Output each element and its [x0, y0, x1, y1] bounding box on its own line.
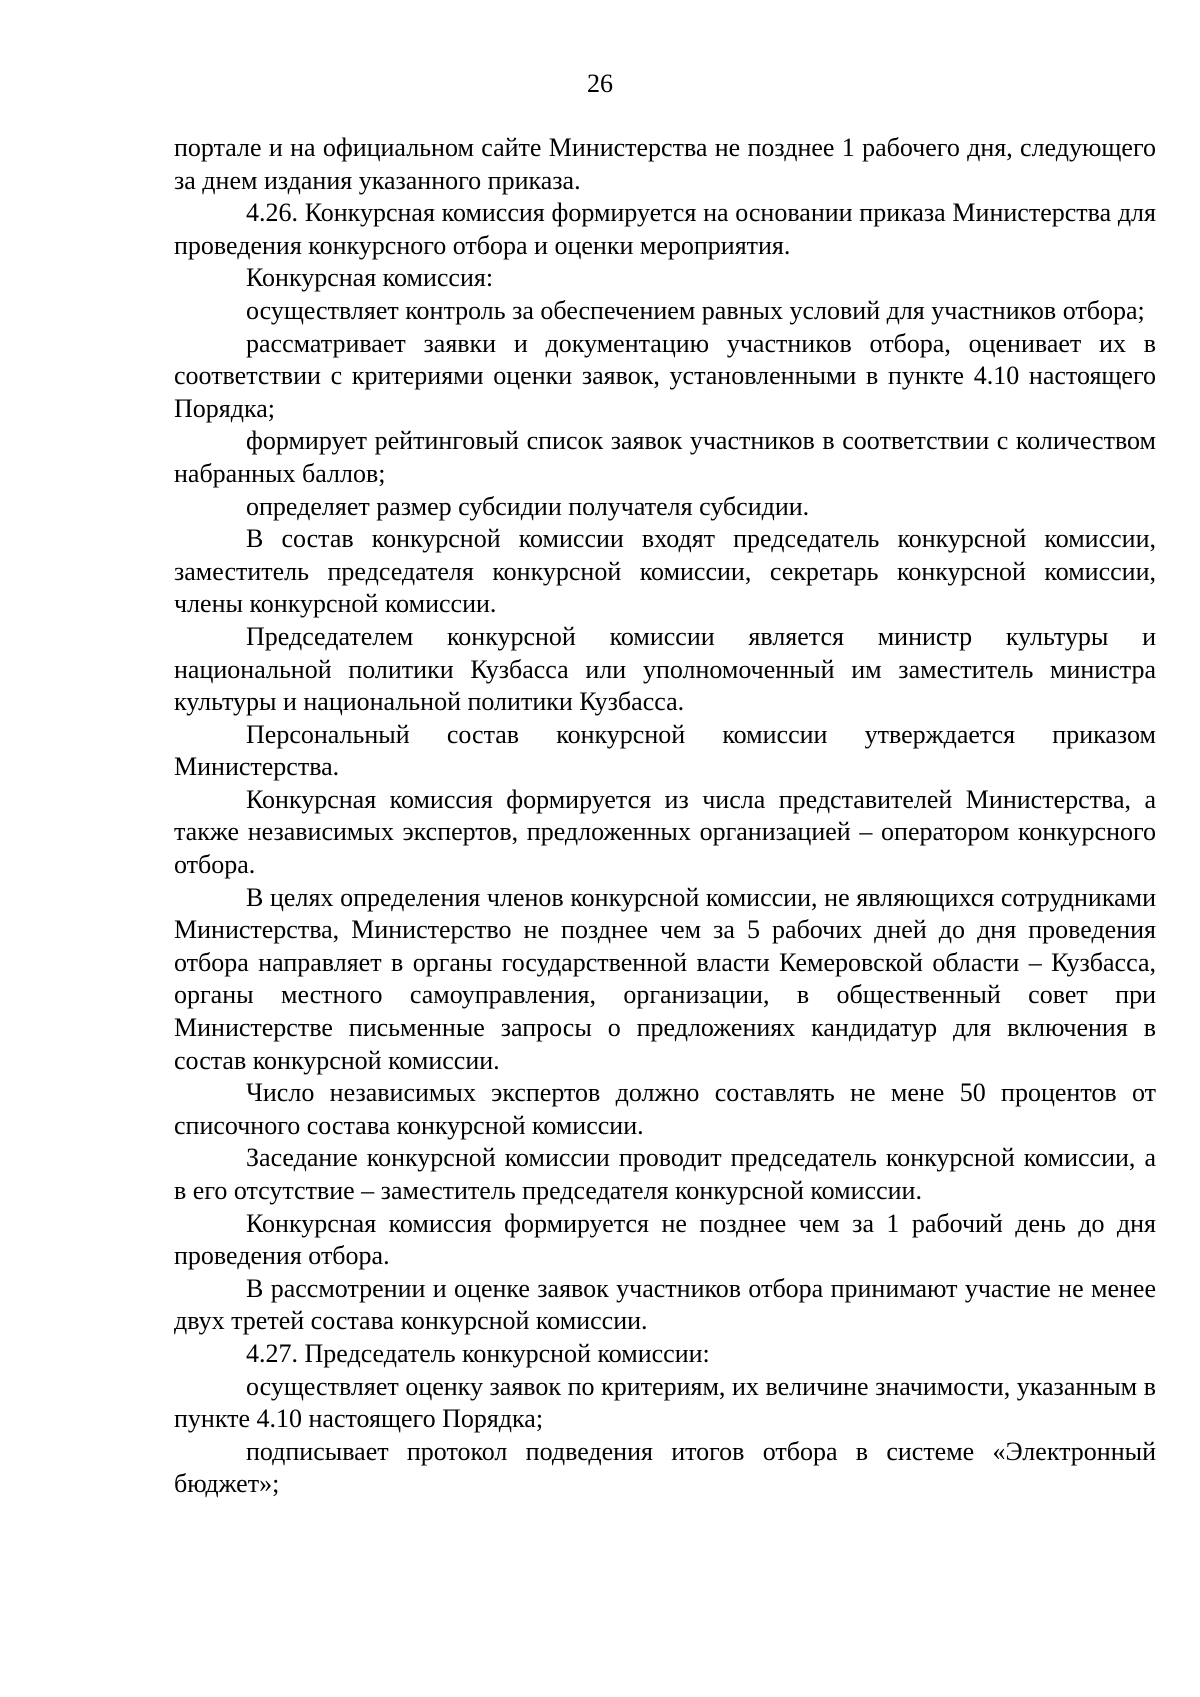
paragraph: 4.26. Конкурсная комиссия формируется на основании приказа Министерства для проведения конкурсного отбора и оценки мероприятия. [174, 198, 1156, 260]
paragraph: осуществляет оценку заявок по критериям, их величине значимости, указанным в пункте 4.10 настоящего Порядка; [174, 1371, 1156, 1434]
paragraph: портале и на официальном сайте Министерства не позднее 1 рабочего дня, следующего за днем издания указанного приказа. [174, 133, 1156, 195]
paragraph: Заседание конкурсной комиссии проводит председатель конкурсной комиссии, а в его отсутствие – заместитель председателя конкурсной комиссии. [174, 1143, 1156, 1205]
paragraph: определяет размер субсидии получателя субсидии. [246, 491, 810, 521]
paragraph: Конкурсная комиссия формируется не позднее чем за 1 рабочий день до дня проведения отбора. [174, 1208, 1156, 1271]
paragraph: 4.27. Председатель конкурсной комиссии: [246, 1338, 710, 1368]
paragraph: осуществляет контроль за обеспечением равных условий для участников отбора; [246, 295, 1145, 325]
paragraph: Конкурсная комиссия: [246, 263, 494, 293]
paragraph: В рассмотрении и оценке заявок участников отбора принимают участие не менее двух третей состава конкурсной комиссии. [174, 1273, 1156, 1336]
page-number: 26 [587, 69, 613, 98]
paragraph: В целях определения членов конкурсной комиссии, не являющихся сотрудниками Министерства, Министерство не позднее чем за 5 рабочих дней до дня проведения отбора направляет в органы государственной власти Кемеровской области – Кузбасса, органы местного самоуправления, организации, в общественный совет при Министерстве письменные запросы о предложениях кандидатур для включения в состав конкурсной комиссии. [174, 882, 1156, 1075]
paragraph: формирует рейтинговый список заявок участников в соответствии с количеством набранных баллов; [174, 426, 1156, 488]
paragraph: Число независимых экспертов должно составлять не мене 50 процентов от списочного состава конкурсной комиссии. [174, 1078, 1156, 1140]
paragraph: Персональный состав конкурсной комиссии утверждается приказом Министерства. [174, 719, 1156, 782]
paragraph: Конкурсная комиссия формируется из числа представителей Министерства, а также независимых экспертов, предложенных организацией – оператором конкурсного отбора. [174, 784, 1156, 880]
paragraph: рассматривает заявки и документацию участников отбора, оценивает их в соответствии с критериями оценки заявок, установленными в пункте 4.10 настоящего Порядка; [174, 328, 1156, 423]
paragraph: В состав конкурсной комиссии входят председатель конкурсной комиссии, заместитель председателя конкурсной комиссии, секретарь конкурсной комиссии, члены конкурсной комиссии. [174, 524, 1156, 619]
paragraph: Председателем конкурсной комиссии является министр культуры и национальной политики Кузбасса или уполномоченный им заместитель министра культуры и национальной политики Кузбасса. [174, 621, 1156, 717]
document-body [174, 132, 1156, 1501]
paragraph: подписывает протокол подведения итогов отбора в системе «Электронный бюджет»; [174, 1436, 1156, 1499]
